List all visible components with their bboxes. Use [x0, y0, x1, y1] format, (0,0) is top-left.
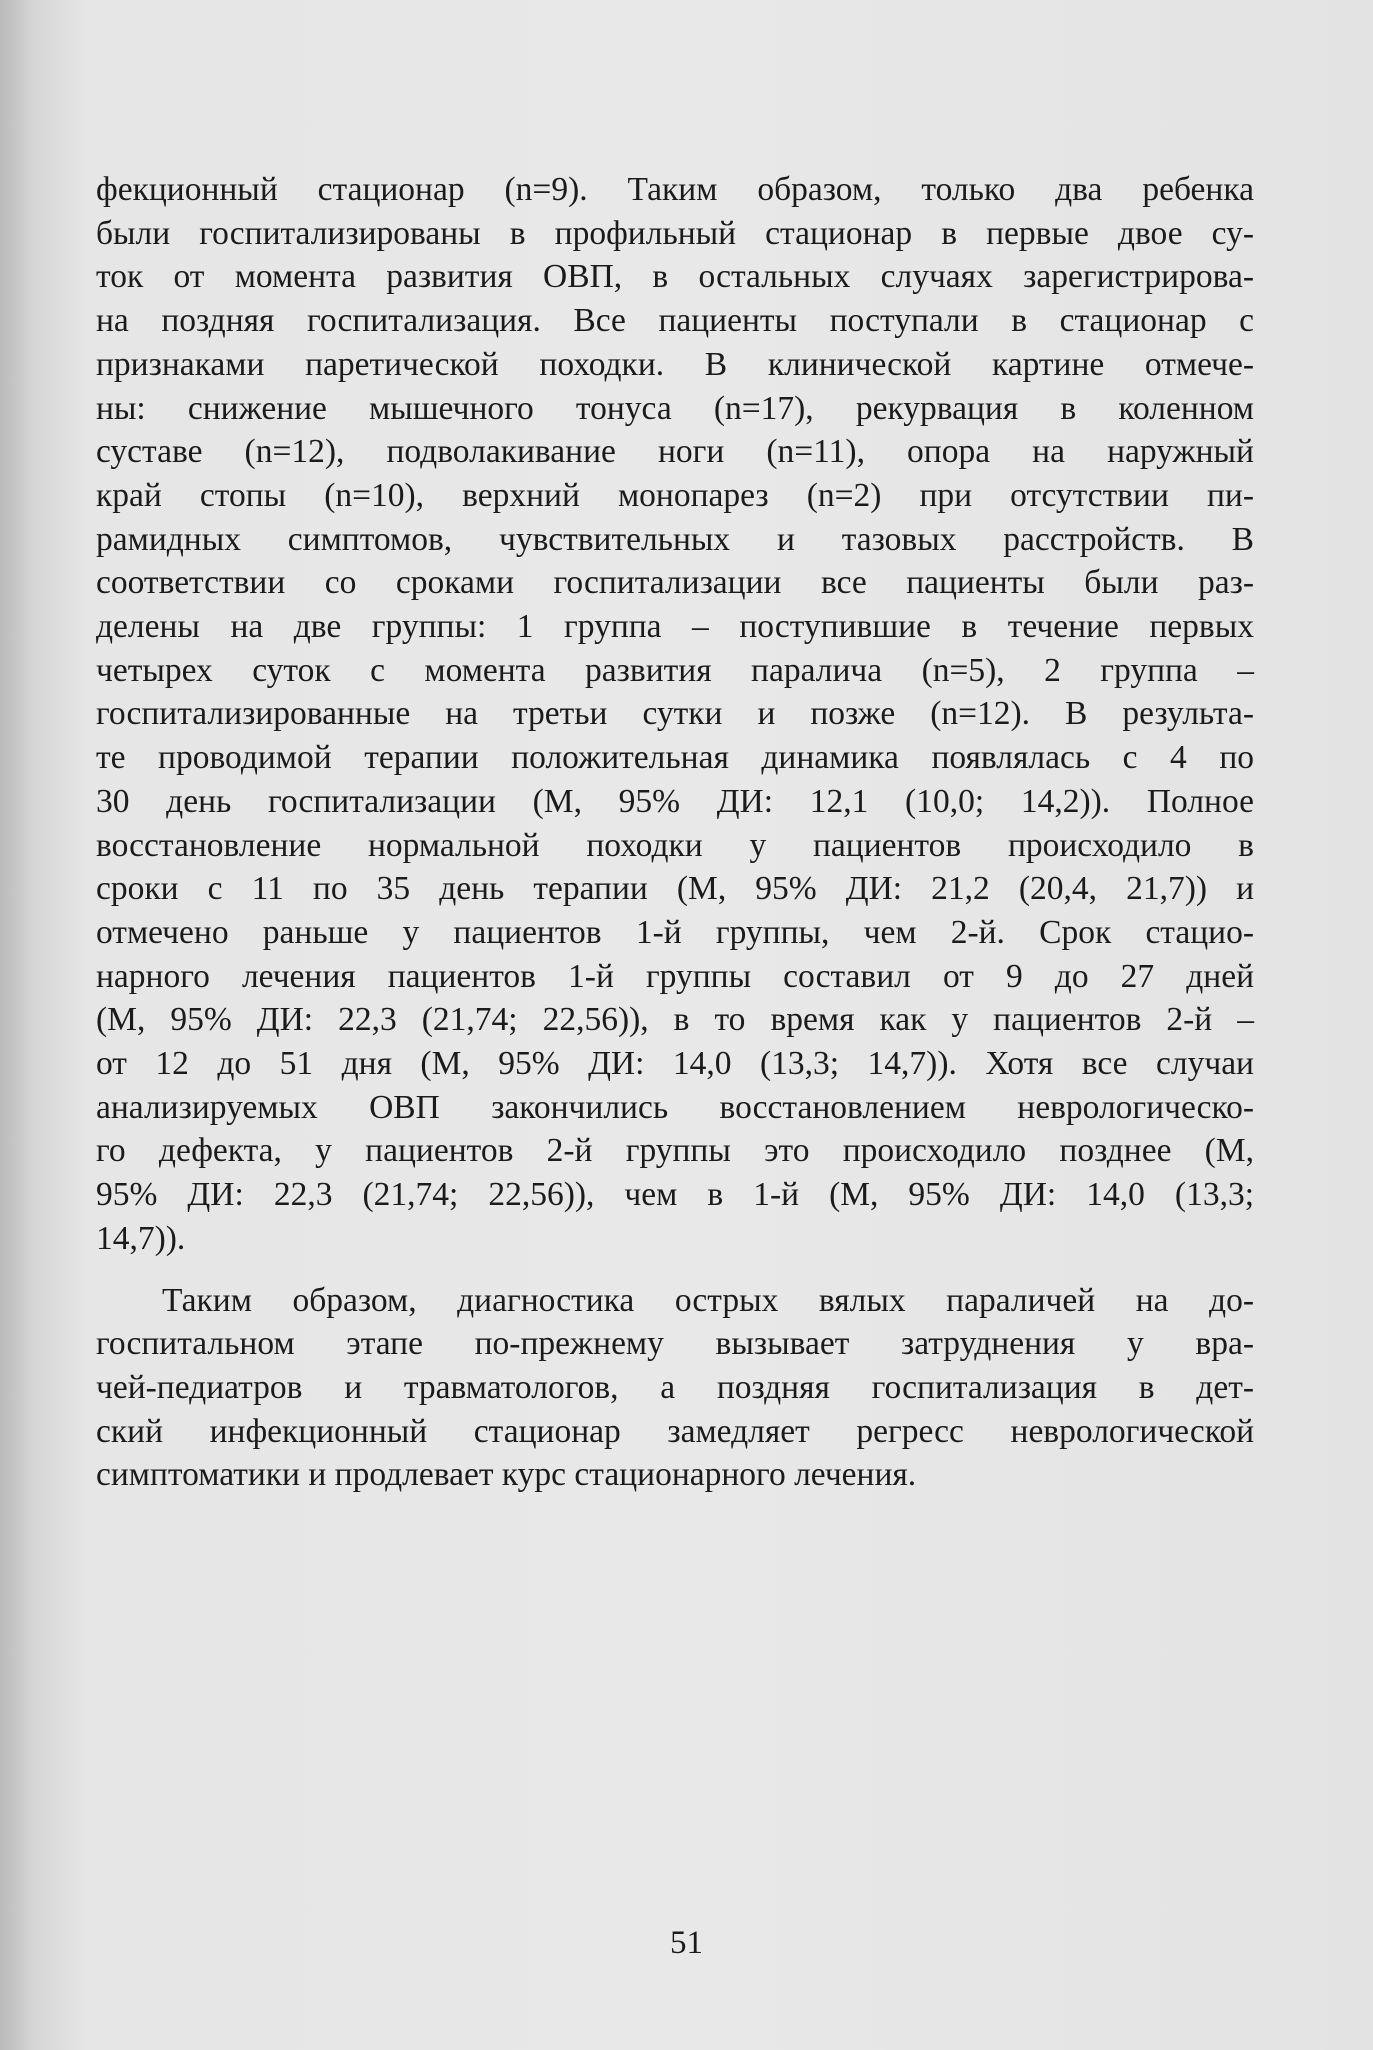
text-line: отмечено раньше у пациентов 1-й группы, чем 2-й. Срок стацио-: [96, 913, 1254, 951]
text-line: край стопы (n=10), верхний монопарез (n=2) при отсутствии пи-: [96, 476, 1254, 514]
paragraph-conclusion: [96, 1279, 1254, 1498]
text-line: анализируемых ОВП закончились восстановлением неврологическо-: [96, 1088, 1254, 1126]
text-line: те проводимой терапии положительная динамика появлялась с 4 по: [96, 739, 1254, 777]
text-line: чей-педиатров и травматологов, а поздняя госпитализация в дет-: [96, 1368, 1254, 1406]
text-line: госпитализированные на третьи сутки и позже (n=12). В результа-: [96, 695, 1254, 733]
text-line: суставе (n=12), подволакивание ноги (n=11), опора на наружный: [96, 433, 1254, 471]
text-line: соответствии со сроками госпитализации все пациенты были раз-: [96, 564, 1254, 602]
text-line: сроки с 11 по 35 день терапии (М, 95% ДИ: 21,2 (20,4, 21,7)) и: [96, 870, 1254, 908]
paragraph-results: [96, 168, 1254, 1261]
text-line: восстановление нормальной походки у пациентов происходило в: [96, 826, 1254, 864]
text-line: от 12 до 51 дня (М, 95% ДИ: 14,0 (13,3; 14,7)). Хотя все случаи: [96, 1045, 1254, 1083]
text-line: Таким образом, диагностика острых вялых параличей на до-: [162, 1281, 1254, 1319]
body-text: [96, 168, 1254, 1497]
text-line: го дефекта, у пациентов 2-й группы это происходило позднее (М,: [96, 1132, 1254, 1170]
text-line: 14,7)).: [96, 1219, 186, 1257]
text-line: были госпитализированы в профильный стационар в первые двое су-: [96, 214, 1254, 252]
page-number: 51: [670, 1925, 703, 1961]
text-line: делены на две группы: 1 группа – поступившие в течение первых: [96, 608, 1254, 646]
text-line: ток от момента развития ОВП, в остальных случаях зарегистрирова-: [96, 258, 1254, 296]
text-line: 95% ДИ: 22,3 (21,74; 22,56)), чем в 1-й (М, 95% ДИ: 14,0 (13,3;: [96, 1176, 1254, 1214]
paragraph-spacing: [96, 1261, 1254, 1279]
text-line: нарного лечения пациентов 1-й группы составил от 9 до 27 дней: [96, 957, 1254, 995]
text-line: 30 день госпитализации (М, 95% ДИ: 12,1 (10,0; 14,2)). Полное: [96, 782, 1254, 820]
text-line: четырех суток с момента развития паралича (n=5), 2 группа –: [96, 651, 1254, 689]
text-line: симптоматики и продлевает курс стационарного лечения.: [96, 1456, 917, 1494]
text-line: на поздняя госпитализация. Все пациенты поступали в стационар с: [96, 302, 1254, 340]
text-line: признаками паретической походки. В клинической картине отмече-: [96, 345, 1254, 383]
text-line: госпитальном этапе по-прежнему вызывает затруднения у вра-: [96, 1325, 1254, 1363]
text-line: ны: снижение мышечного тонуса (n=17), рекурвация в коленном: [96, 389, 1254, 427]
text-line: рамидных симптомов, чувствительных и тазовых расстройств. В: [96, 520, 1254, 558]
text-line: (М, 95% ДИ: 22,3 (21,74; 22,56)), в то время как у пациентов 2-й –: [96, 1001, 1254, 1039]
text-line: фекционный стационар (n=9). Таким образом, только два ребенка: [96, 171, 1254, 208]
text-line: ский инфекционный стационар замедляет регресс неврологической: [96, 1412, 1254, 1450]
